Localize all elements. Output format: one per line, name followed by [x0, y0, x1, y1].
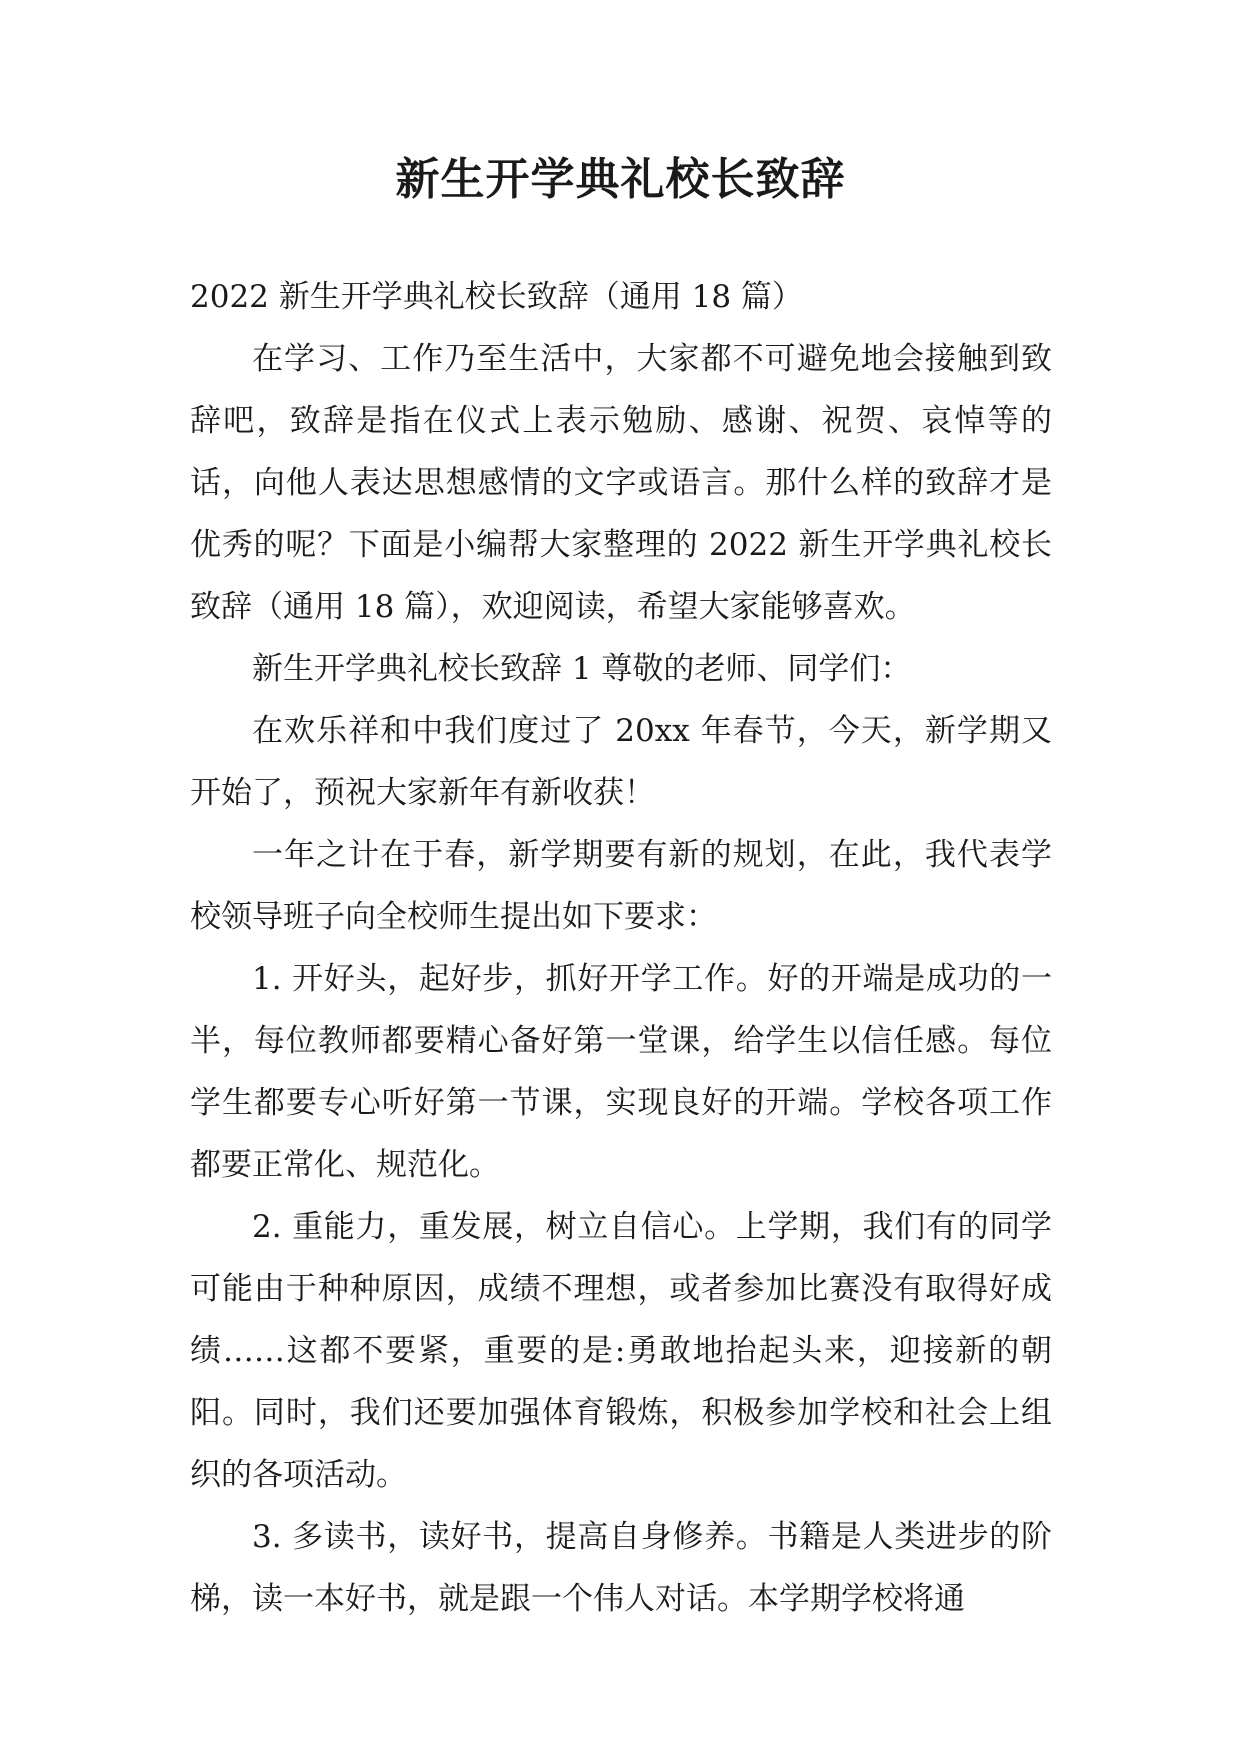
- paragraph-item-2: 2. 重能力，重发展，树立自信心。上学期，我们有的同学可能由于种种原因，成绩不理想，或者参加比赛没有取得好成绩……这都不要紧，重要的是:勇敢地抬起头来，迎接新的朝阳。同时，我们还要加强体育锻炼，积极参加学校和社会上组织的各项活动。: [190, 1209, 1052, 1493]
- document-subtitle: 2022 新生开学典礼校长致辞（通用 18 篇）: [190, 279, 803, 315]
- paragraph-item-1: 1. 开好头，起好步，抓好开学工作。好的开端是成功的一半，每位教师都要精心备好第一堂课，给学生以信任感。每位学生都要专心听好第一节课，实现良好的开端。学校各项工作都要正常化、规范化。: [190, 961, 1052, 1183]
- document-body: [190, 266, 1052, 1630]
- paragraph-greeting: 新生开学典礼校长致辞 1 尊敬的老师、同学们：: [252, 651, 912, 687]
- paragraph-intro: 在学习、工作乃至生活中，大家都不可避免地会接触到致辞吧，致辞是指在仪式上表示勉励、感谢、祝贺、哀悼等的话，向他人表达思想感情的文字或语言。那什么样的致辞才是优秀的呢？下面是小编帮大家整理的 2022 新生开学典礼校长致辞（通用 18 篇），欢迎阅读，希望大家能够喜欢。: [190, 341, 1052, 625]
- paragraph-item-3: 3. 多读书，读好书，提高自身修养。书籍是人类进步的阶梯，读一本好书，就是跟一个伟人对话。本学期学校将通: [190, 1519, 1052, 1617]
- paragraph-new-term: 在欢乐祥和中我们度过了 20xx 年春节，今天，新学期又开始了，预祝大家新年有新收获！: [190, 713, 1052, 811]
- document-title: 新生开学典礼校长致辞: [395, 154, 846, 205]
- paragraph-requirements: 一年之计在于春，新学期要有新的规划，在此，我代表学校领导班子向全校师生提出如下要求：: [190, 837, 1052, 935]
